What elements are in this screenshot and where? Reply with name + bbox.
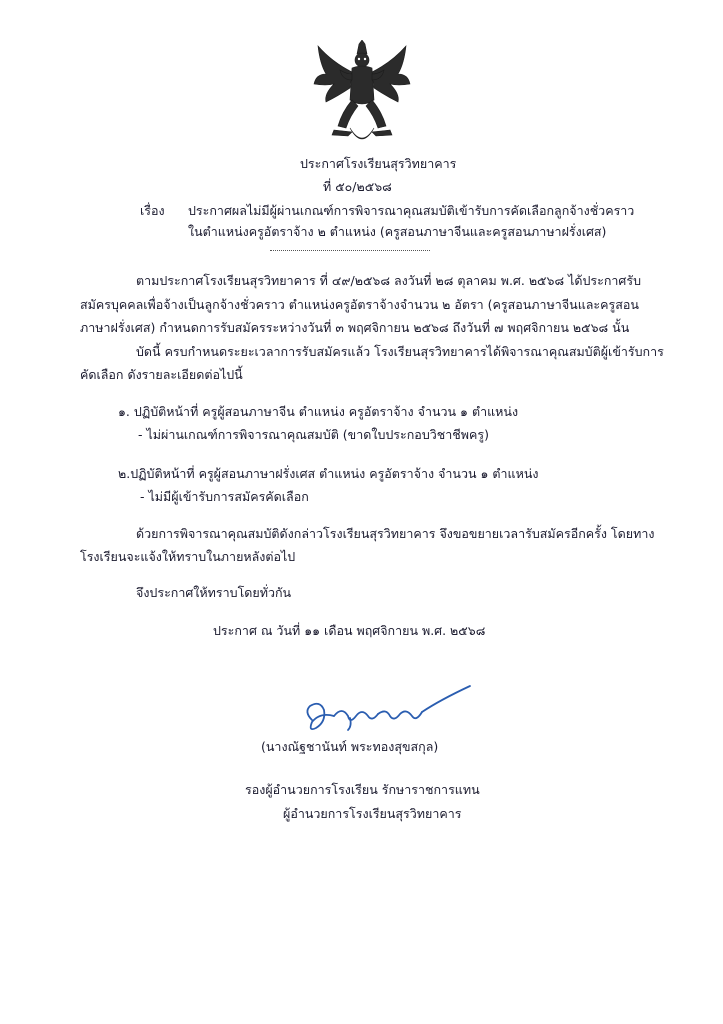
- item-2: ๒.ปฏิบัติหน้าที่ ครูผู้สอนภาษาฝรั่งเศส ตำแหน่ง ครูอัตราจ้าง จำนวน ๑ ตำแหน่ง: [118, 466, 539, 481]
- divider: [270, 250, 430, 251]
- item-1-note: - ไม่ผ่านเกณฑ์การพิจารณาคุณสมบัติ (ขาดใบประกอบวิชาชีพครู): [138, 427, 489, 442]
- paragraph-2-line-2: คัดเลือก ดังรายละเอียดต่อไปนี้: [80, 367, 243, 382]
- signatory-name: (นางณัฐชานันท์ พระทองสุขสกุล): [261, 739, 439, 754]
- subject-line-2: ในตำแหน่งครูอัตราจ้าง ๒ ตำแหน่ง (ครูสอนภาษาจีนและครูสอนภาษาฝรั่งเศส): [188, 224, 607, 239]
- announcement-date: ประกาศ ณ วันที่ ๑๑ เดือน พฤศจิกายน พ.ศ. ๒๕๖๘: [213, 623, 486, 638]
- document-number: ที่ ๕๐/๒๕๖๘: [323, 179, 392, 194]
- item-1: ๑. ปฏิบัติหน้าที่ ครูผู้สอนภาษาจีน ตำแหน่ง ครูอัตราจ้าง จำนวน ๑ ตำแหน่ง: [118, 404, 519, 419]
- paragraph-3-line-2: โรงเรียนจะแจ้งให้ทราบในภายหลังต่อไป: [80, 549, 296, 564]
- subject-line-1: ประกาศผลไม่มีผู้ผ่านเกณฑ์การพิจารณาคุณสมบัติเข้ารับการคัดเลือกลูกจ้างชั่วคราว: [188, 203, 635, 218]
- signatory-position-1: รองผู้อำนวยการโรงเรียน รักษาราชการแทน: [245, 782, 480, 797]
- handwritten-signature: [290, 682, 480, 742]
- paragraph-2-line-1: บัดนี้ ครบกำหนดระยะเวลาการรับสมัครแล้ว โรงเรียนสุรวิทยาคารได้พิจารณาคุณสมบัติผู้เข้ารับการ: [136, 344, 664, 359]
- item-2-note: - ไม่มีผู้เข้ารับการสมัครคัดเลือก: [140, 489, 309, 504]
- document-title: ประกาศโรงเรียนสุรวิทยาคาร: [300, 156, 457, 171]
- paragraph-1-line-2: สมัครบุคคลเพื่อจ้างเป็นลูกจ้างชั่วคราว ตำแหน่งครูอัตราจ้างจำนวน ๒ อัตรา (ครูสอนภาษาจีนและครูสอน: [80, 297, 639, 312]
- signatory-position-2: ผู้อำนวยการโรงเรียนสุรวิทยาคาร: [283, 806, 462, 821]
- paragraph-1-line-3: ภาษาฝรั่งเศส) กำหนดการรับสมัครระหว่างวันที่ ๓ พฤศจิกายน ๒๕๖๘ ถึงวันที่ ๗ พฤศจิกายน ๒๕๖๘ นั้น: [80, 320, 630, 335]
- garuda-emblem: [312, 40, 412, 150]
- paragraph-3-line-1: ด้วยการพิจารณาคุณสมบัติดังกล่าวโรงเรียนสุรวิทยาคาร จึงขอขยายเวลารับสมัครอีกครั้ง โดยทาง: [136, 526, 655, 541]
- closing-line: จึงประกาศให้ทราบโดยทั่วกัน: [136, 585, 292, 600]
- subject-label: เรื่อง: [140, 203, 165, 218]
- paragraph-1-line-1: ตามประกาศโรงเรียนสุรวิทยาคาร ที่ ๔๙/๒๕๖๘ ลงวันที่ ๒๘ ตุลาคม พ.ศ. ๒๕๖๘ ได้ประกาศรับ: [136, 273, 642, 288]
